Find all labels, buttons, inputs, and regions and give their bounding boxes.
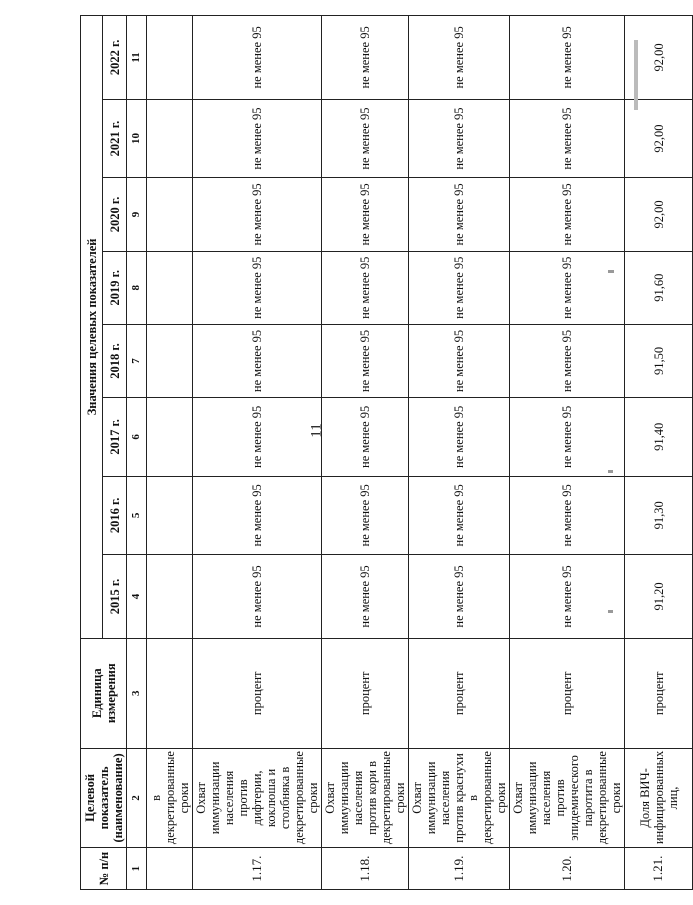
value-cell: не менее 95 [193,398,322,477]
value-cell [147,398,193,477]
column-number: 9 [127,178,147,251]
column-number: 11 [127,16,147,100]
header-unit: Единица измерения [81,638,127,748]
table-row [625,16,693,890]
value-cell: не менее 95 [409,398,510,477]
column-number: 2 [127,748,147,847]
scan-artifact [608,270,614,273]
value-cell: 91,30 [625,476,693,555]
header-num: № п/н [81,848,127,890]
value-cell: не менее 95 [409,324,510,397]
indicator-name: Охват иммунизации населения против кори в декретированные сроки [322,748,409,847]
value-cell: не менее 95 [193,324,322,397]
value-cell: не менее 95 [409,555,510,639]
column-number: 3 [127,638,147,748]
table-row [193,16,322,890]
value-cell: не менее 95 [193,555,322,639]
value-cell: не менее 95 [409,251,510,324]
value-cell: 92,00 [625,16,693,100]
column-number: 8 [127,251,147,324]
indicator-name: Доля ВИЧ-инфицированных лиц, [625,748,693,847]
indicator-name: в декретированные сроки [147,748,193,847]
unit-cell: процент [409,638,510,748]
header-year: 2015 г. [103,555,127,639]
indicator-name: Охват иммунизации населения против дифтерии, коклюша и столбняка в декретированные сроки [193,748,322,847]
row-number: 1.19. [409,848,510,890]
table-row [510,16,625,890]
column-number: 1 [127,848,147,890]
scan-margin-mark [634,40,638,110]
value-cell: не менее 95 [322,324,409,397]
indicator-name: Охват иммунизации населения против краснухи в декретированные сроки [409,748,510,847]
value-cell: 91,60 [625,251,693,324]
column-number: 4 [127,555,147,639]
value-cell: не менее 95 [510,398,625,477]
value-cell: не менее 95 [322,476,409,555]
value-cell [147,476,193,555]
column-number: 7 [127,324,147,397]
value-cell [147,16,193,100]
value-cell: не менее 95 [193,251,322,324]
header-year: 2022 г. [103,16,127,100]
value-cell: 91,40 [625,398,693,477]
rotated-table-container [80,15,680,890]
value-cell: не менее 95 [322,555,409,639]
unit-cell: процент [625,638,693,748]
value-cell: не менее 95 [322,16,409,100]
unit-cell [147,638,193,748]
value-cell: не менее 95 [510,251,625,324]
value-cell: не менее 95 [193,16,322,100]
header-indicator: Целевой показатель (наименование) [81,748,127,847]
row-number [147,848,193,890]
value-cell: 91,50 [625,324,693,397]
value-cell: не менее 95 [510,178,625,251]
value-cell: не менее 95 [322,251,409,324]
value-cell: не менее 95 [409,476,510,555]
header-year: 2019 г. [103,251,127,324]
indicator-name: Охват иммунизации населения против эпидемического паротита в декретированные сроки [510,748,625,847]
value-cell: не менее 95 [409,16,510,100]
value-cell: не менее 95 [510,555,625,639]
value-cell: не менее 95 [193,178,322,251]
header-year: 2021 г. [103,99,127,178]
value-cell: не менее 95 [322,99,409,178]
table-row [147,16,193,890]
column-number: 5 [127,476,147,555]
header-year: 2017 г. [103,398,127,477]
row-number: 1.17. [193,848,322,890]
value-cell: не менее 95 [510,16,625,100]
value-cell [147,178,193,251]
unit-cell: процент [322,638,409,748]
row-number: 1.20. [510,848,625,890]
value-cell: не менее 95 [193,476,322,555]
row-number: 1.21. [625,848,693,890]
value-cell: не менее 95 [409,99,510,178]
column-number: 10 [127,99,147,178]
table-row [322,16,409,890]
page-number: 11 [308,423,325,438]
value-cell [147,555,193,639]
table-row [409,16,510,890]
value-cell [147,99,193,178]
value-cell [147,324,193,397]
value-cell: 92,00 [625,178,693,251]
header-year: 2020 г. [103,178,127,251]
unit-cell: процент [510,638,625,748]
value-cell: 92,00 [625,99,693,178]
value-cell: не менее 95 [510,99,625,178]
value-cell: не менее 95 [322,178,409,251]
column-number: 6 [127,398,147,477]
value-cell: не менее 95 [510,324,625,397]
value-cell: не менее 95 [409,178,510,251]
target-indicators-table [80,15,693,890]
value-cell: не менее 95 [510,476,625,555]
scan-artifact [608,610,613,613]
scan-artifact [608,470,613,473]
header-year: 2018 г. [103,324,127,397]
header-year: 2016 г. [103,476,127,555]
value-cell [147,251,193,324]
value-cell: 91,20 [625,555,693,639]
value-cell: не менее 95 [193,99,322,178]
unit-cell: процент [193,638,322,748]
header-values-group: Значения целевых показателей [81,16,103,639]
value-cell: не менее 95 [322,398,409,477]
row-number: 1.18. [322,848,409,890]
